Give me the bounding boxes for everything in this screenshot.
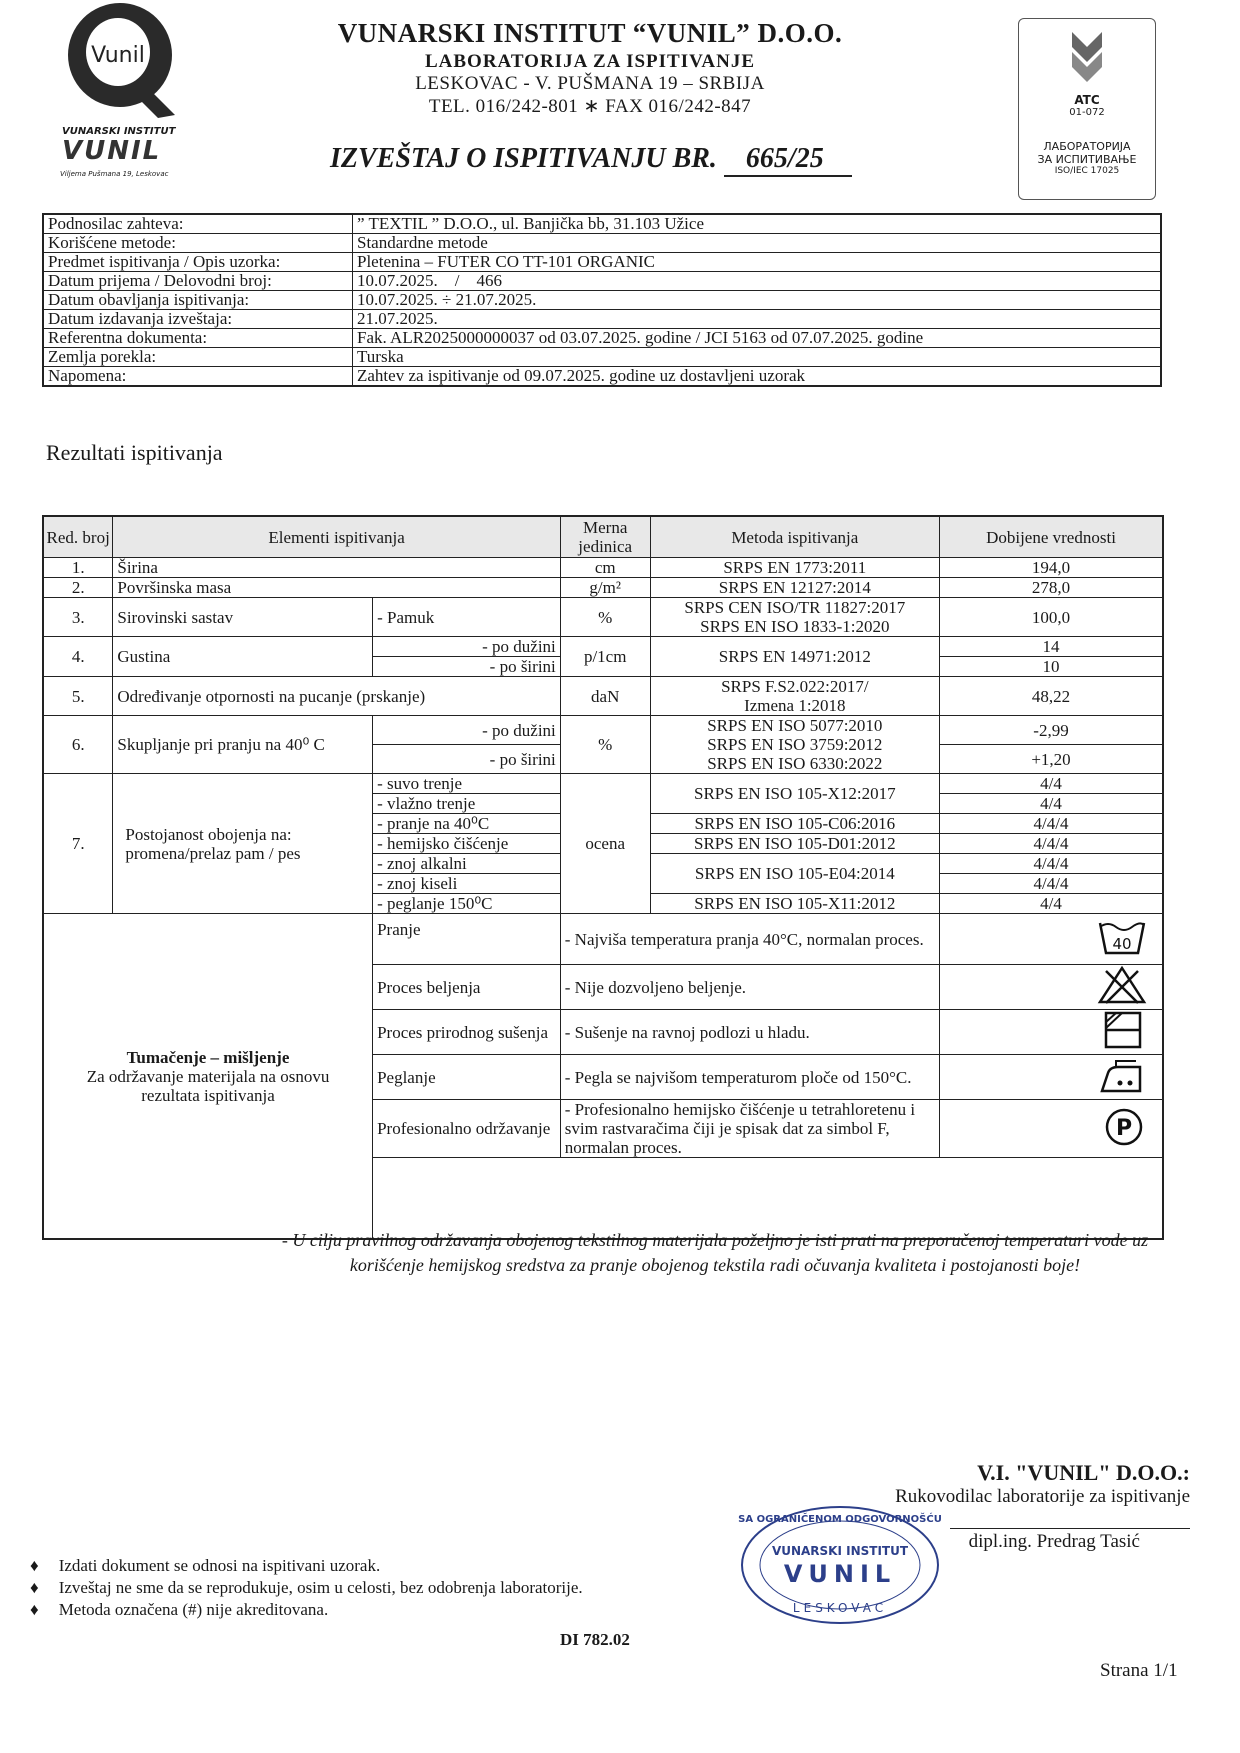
info-label: Datum prijema / Delovodni broj: bbox=[43, 272, 353, 291]
info-row bbox=[43, 291, 1161, 310]
report-title-text: IZVEŠTAJ O ISPITIVANJU BR. bbox=[330, 143, 717, 174]
row-value: 278,0 bbox=[940, 578, 1164, 598]
row-value: 14 bbox=[940, 637, 1164, 657]
stamp-name-text: VUNIL bbox=[783, 1560, 897, 1588]
table-header-row bbox=[43, 516, 1163, 558]
stamp-middle-text: VUNARSKI INSTITUT bbox=[771, 1544, 909, 1558]
row-sub: - vlažno trenje bbox=[373, 794, 561, 814]
row-unit: ocena bbox=[560, 774, 650, 914]
row-no: 3. bbox=[43, 598, 113, 637]
row-method: SRPS EN ISO 105-C06:2016 bbox=[650, 814, 939, 834]
row-name: Skupljanje pri pranju na 40⁰ C bbox=[113, 716, 373, 774]
report-number: 665/25 bbox=[724, 143, 852, 177]
note-text: Izdati dokument se odnosi na ispitivani uzorak. bbox=[58, 1556, 381, 1575]
info-value: Fak. ALR2025000000037 od 03.07.2025. godine / JCI 5163 od 07.07.2025. godine bbox=[353, 329, 1162, 348]
care-symbol-cell bbox=[940, 1055, 1164, 1100]
row-value: 48,22 bbox=[940, 677, 1164, 716]
row-name: Širina bbox=[113, 558, 560, 578]
care-row bbox=[43, 914, 1163, 965]
row-name: Određivanje otpornosti na pucanje (prskanje) bbox=[113, 677, 560, 716]
care-text: - Pegla se najvišom temperaturom ploče od 150°C. bbox=[560, 1055, 939, 1100]
row-sub: - po dužini bbox=[373, 716, 561, 745]
atc-code: ATC bbox=[1074, 93, 1100, 107]
row-method: SRPS EN ISO 105-X11:2012 bbox=[650, 894, 939, 914]
info-value: ” TEXTIL ” D.O.O., ul. Banjička bb, 31.103 Užice bbox=[353, 214, 1162, 234]
care-symbol-cell bbox=[940, 1010, 1164, 1055]
row-unit: % bbox=[560, 716, 650, 774]
row-value: 4/4 bbox=[940, 774, 1164, 794]
row-unit: daN bbox=[560, 677, 650, 716]
table-row bbox=[43, 637, 1163, 657]
info-value: Turska bbox=[353, 348, 1162, 367]
method-line: SRPS CEN ISO/TR 11827:2017 bbox=[684, 598, 906, 617]
address: LESKOVAC - V. PUŠMANA 19 – SRBIJA bbox=[415, 73, 765, 94]
info-value: 10.07.2025. / 466 bbox=[353, 272, 1162, 291]
header-value: Dobijene vrednosti bbox=[940, 516, 1164, 558]
care-text: - Sušenje na ravnoj podlozi u hladu. bbox=[560, 1010, 939, 1055]
info-value: 21.07.2025. bbox=[353, 310, 1162, 329]
lab-name: LABORATORIJA ZA ISPITIVANJE bbox=[424, 51, 756, 72]
row-method: SRPS EN ISO 105-D01:2012 bbox=[650, 834, 939, 854]
method-line: SRPS F.S2.022:2017/ bbox=[721, 677, 869, 696]
atc-standard: ISO/IEC 17025 bbox=[1054, 166, 1120, 176]
row-method bbox=[650, 716, 939, 774]
row-unit: p/1cm bbox=[560, 637, 650, 677]
no-bleach-icon bbox=[1096, 965, 1148, 1005]
method-line: SRPS EN ISO 5077:2010 bbox=[707, 716, 883, 735]
phone: TEL. 016/242-801 ∗ FAX 016/242-847 bbox=[428, 96, 752, 117]
table-row bbox=[43, 774, 1163, 794]
svg-text:40: 40 bbox=[1112, 935, 1132, 953]
results-table bbox=[42, 515, 1164, 1240]
document-code: DI 782.02 bbox=[560, 1630, 630, 1649]
care-label: Pranje bbox=[373, 914, 561, 965]
row-sub: - po dužini bbox=[373, 637, 561, 657]
header-no: Red. broj bbox=[43, 516, 113, 558]
list-item: ♦ Metoda označena (#) nije akreditovana. bbox=[30, 1600, 329, 1619]
row-value: 4/4 bbox=[940, 894, 1164, 914]
care-label: Peglanje bbox=[373, 1055, 561, 1100]
svg-text:P: P bbox=[1115, 1115, 1133, 1141]
row-method: SRPS EN 12127:2014 bbox=[650, 578, 939, 598]
info-value: Zahtev za ispitivanje od 09.07.2025. godine uz dostavljeni uzorak bbox=[353, 367, 1162, 387]
row-value: 4/4/4 bbox=[940, 874, 1164, 894]
signature-role: Rukovodilac laboratorije za ispitivanje bbox=[895, 1486, 1190, 1507]
row-no: 5. bbox=[43, 677, 113, 716]
care-symbol-cell bbox=[940, 1100, 1164, 1158]
care-text: - Nije dozvoljeno beljenje. bbox=[560, 965, 939, 1010]
row-value: 4/4/4 bbox=[940, 814, 1164, 834]
atc-number: 01-072 bbox=[1069, 107, 1105, 118]
info-label: Zemlja porekla: bbox=[43, 348, 353, 367]
care-label: Profesionalno održavanje bbox=[373, 1100, 561, 1158]
note-text: Izveštaj ne sme da se reprodukuje, osim u celosti, bez odobrenja laboratorije. bbox=[58, 1578, 583, 1597]
row-sub: - Pamuk bbox=[373, 598, 561, 637]
table-row bbox=[43, 716, 1163, 745]
report-title bbox=[330, 143, 852, 177]
info-table bbox=[42, 213, 1162, 387]
row-method bbox=[650, 677, 939, 716]
stamp-bottom-text: LESKOVAC bbox=[792, 1601, 888, 1615]
row-sub: - znoj alkalni bbox=[373, 854, 561, 874]
info-row bbox=[43, 310, 1161, 329]
row-name: Površinska masa bbox=[113, 578, 560, 598]
method-line: SRPS EN ISO 3759:2012 bbox=[707, 735, 883, 754]
row-sub: - pranje na 40⁰C bbox=[373, 814, 561, 834]
signature-name: dipl.ing. Predrag Tasić bbox=[950, 1528, 1190, 1553]
row-unit: % bbox=[560, 598, 650, 637]
atc-line1: ЛАБОРАТОРИЈА bbox=[1043, 140, 1131, 153]
info-label: Podnosilac zahteva: bbox=[43, 214, 353, 234]
wash-40-icon bbox=[1096, 917, 1148, 957]
row-sub: - po širini bbox=[373, 657, 561, 677]
row-sub: - hemijsko čišćenje bbox=[373, 834, 561, 854]
method-line: SRPS EN ISO 6330:2022 bbox=[707, 754, 883, 773]
logo-line1: VUNARSKI INSTITUT bbox=[62, 126, 176, 137]
dry-flat-shade-icon bbox=[1096, 1010, 1148, 1050]
row-unit: g/m² bbox=[560, 578, 650, 598]
row-sub: - znoj kiseli bbox=[373, 874, 561, 894]
logo-line2: VUNIL bbox=[62, 136, 162, 166]
row-no: 1. bbox=[43, 558, 113, 578]
row-value: 4/4/4 bbox=[940, 834, 1164, 854]
method-line: Izmena 1:2018 bbox=[744, 696, 846, 715]
notes-list bbox=[30, 1555, 583, 1621]
info-row bbox=[43, 253, 1161, 272]
info-label: Datum izdavanja izveštaja: bbox=[43, 310, 353, 329]
table-row bbox=[43, 677, 1163, 716]
header-element: Elementi ispitivanja bbox=[113, 516, 560, 558]
row-no: 4. bbox=[43, 637, 113, 677]
row-value: 100,0 bbox=[940, 598, 1164, 637]
info-label: Predmet ispitivanja / Opis uzorka: bbox=[43, 253, 353, 272]
accreditation-badge bbox=[1018, 18, 1156, 200]
info-row bbox=[43, 272, 1161, 291]
note-text: Metoda označena (#) nije akreditovana. bbox=[58, 1600, 329, 1619]
row-value: 10 bbox=[940, 657, 1164, 677]
info-row bbox=[43, 367, 1161, 387]
info-row bbox=[43, 348, 1161, 367]
table-row bbox=[43, 558, 1163, 578]
row-method: SRPS EN ISO 105-E04:2014 bbox=[650, 854, 939, 894]
row-unit: cm bbox=[560, 558, 650, 578]
row-method bbox=[650, 598, 939, 637]
header-block bbox=[250, 18, 930, 118]
row-no: 7. bbox=[43, 774, 113, 914]
info-value: Standardne metode bbox=[353, 234, 1162, 253]
results-title: Rezultati ispitivanja bbox=[46, 440, 223, 465]
iron-two-dots-icon bbox=[1096, 1055, 1148, 1095]
info-label: Korišćene metode: bbox=[43, 234, 353, 253]
row-sub: - suvo trenje bbox=[373, 774, 561, 794]
info-label: Referentna dokumenta: bbox=[43, 329, 353, 348]
signature-company: V.I. "VUNIL" D.O.O.: bbox=[977, 1460, 1190, 1485]
header-method: Metoda ispitivanja bbox=[650, 516, 939, 558]
info-value: Pletenina – FUTER CO TT-101 ORGANIC bbox=[353, 253, 1162, 272]
row-name: Sirovinski sastav bbox=[113, 598, 373, 637]
row-method: SRPS EN 14971:2012 bbox=[650, 637, 939, 677]
info-label: Napomena: bbox=[43, 367, 353, 387]
care-symbol-cell bbox=[940, 965, 1164, 1010]
info-label: Datum obavljanja ispitivanja: bbox=[43, 291, 353, 310]
institute-name: VUNARSKI INSTITUT “VUNIL” D.O.O. bbox=[337, 18, 843, 48]
opinion-cell bbox=[43, 914, 373, 1240]
table-row bbox=[43, 578, 1163, 598]
institute-logo bbox=[50, 0, 190, 185]
row-value: -2,99 bbox=[940, 716, 1164, 745]
method-line: SRPS EN ISO 1833-1:2020 bbox=[700, 617, 890, 636]
row-value: 194,0 bbox=[940, 558, 1164, 578]
official-stamp bbox=[735, 1500, 945, 1630]
info-row bbox=[43, 234, 1161, 253]
logo-badge-text: Vunil bbox=[91, 43, 145, 68]
info-row bbox=[43, 329, 1161, 348]
info-row bbox=[43, 214, 1161, 234]
row-no: 6. bbox=[43, 716, 113, 774]
row-no: 2. bbox=[43, 578, 113, 598]
atc-line2: ЗА ИСПИТИВАЊЕ bbox=[1037, 153, 1137, 166]
row-value: +1,20 bbox=[940, 745, 1164, 774]
info-value: 10.07.2025. ÷ 21.07.2025. bbox=[353, 291, 1162, 310]
care-symbol-cell bbox=[940, 914, 1164, 965]
page-number: Strana 1/1 bbox=[1100, 1660, 1178, 1681]
logo-line3: Viljema Pušmana 19, Leskovac bbox=[60, 170, 169, 178]
care-text: - Najviša temperatura pranja 40°C, normalan proces. bbox=[560, 914, 939, 965]
care-footnote-cell bbox=[373, 1158, 1163, 1240]
opinion-title: Tumačenje – mišljenje bbox=[126, 1047, 290, 1067]
row-method: SRPS EN ISO 105-X12:2017 bbox=[650, 774, 939, 814]
care-label: Proces beljenja bbox=[373, 965, 561, 1010]
care-label: Proces prirodnog sušenja bbox=[373, 1010, 561, 1055]
care-text: - Profesionalno hemijsko čišćenje u tetrahloretenu i svim rastvaračima čiji je spisak dat za simbol F, normalan proces. bbox=[560, 1100, 939, 1158]
row-name: Postojanost obojenja na: promena/prelaz pam / pes bbox=[113, 774, 373, 914]
list-item: ♦ Izdati dokument se odnosi na ispitivani uzorak. bbox=[30, 1556, 381, 1575]
care-footnote: - U cilju pravilnog održavanja obojenog tekstilnog materijala poželjno je isti prati na preporučenoj temperaturi vode uz korišćenje hemijskog sredstva za pranje obojenog tekstila radi očuvanja kvaliteta i postojanosti boje! bbox=[281, 1230, 1149, 1275]
row-sub: - po širini bbox=[373, 745, 561, 774]
opinion-text: Za održavanje materijala na osnovu rezultata ispitivanja bbox=[86, 1066, 330, 1105]
list-item: ♦ Izveštaj ne sme da se reprodukuje, osim u celosti, bez odobrenja laboratorije. bbox=[30, 1578, 583, 1597]
row-sub: - peglanje 150⁰C bbox=[373, 894, 561, 914]
row-value: 4/4 bbox=[940, 794, 1164, 814]
header-unit: Merna jedinica bbox=[560, 516, 650, 558]
row-method: SRPS EN 1773:2011 bbox=[650, 558, 939, 578]
atc-logo-icon bbox=[1062, 27, 1112, 87]
stamp-top-text: SA OGRANIČENOM ODGOVORNOŠĆU bbox=[738, 1514, 942, 1525]
professional-clean-p-icon bbox=[1096, 1107, 1148, 1147]
row-name: Gustina bbox=[113, 637, 373, 677]
table-row bbox=[43, 598, 1163, 637]
row-value: 4/4/4 bbox=[940, 854, 1164, 874]
